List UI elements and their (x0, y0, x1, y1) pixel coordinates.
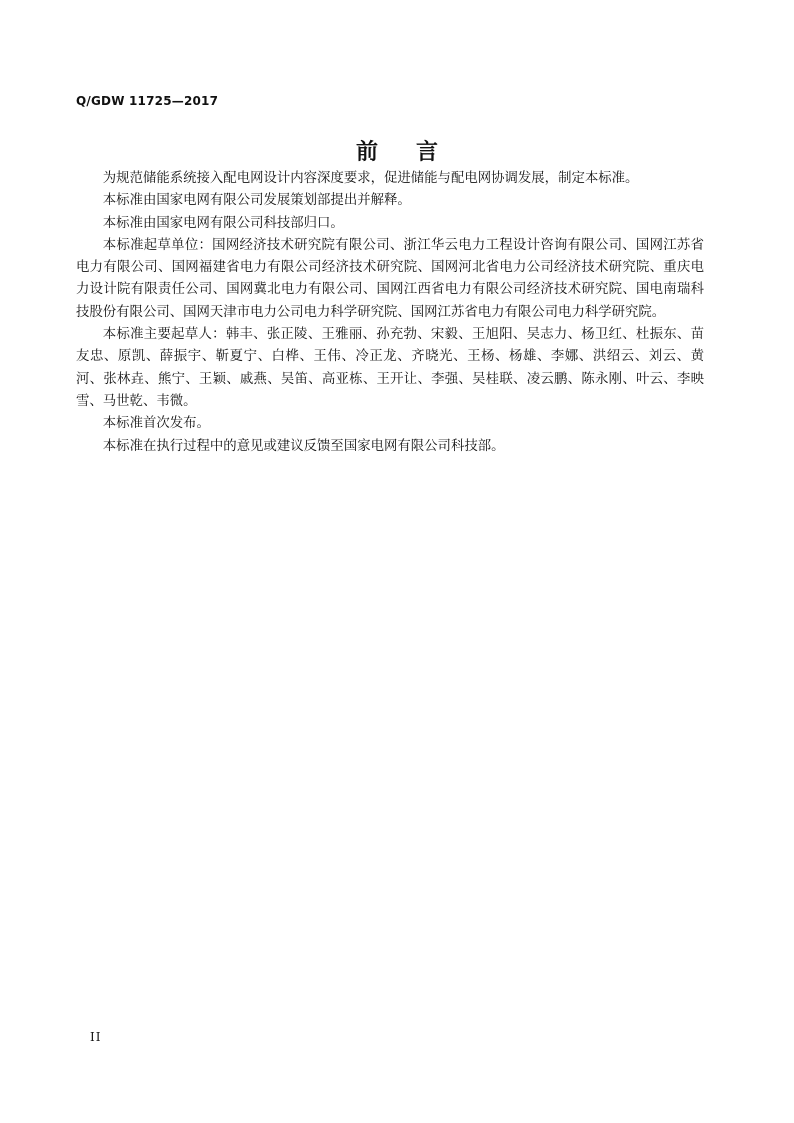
paragraph-drafting-units: 本标准起草单位：国网经济技术研究院有限公司、浙江华云电力工程设计咨询有限公司、国网江苏省电力有限公司、国网福建省电力有限公司经济技术研究院、国网河北省电力公司经济技术研究院、重庆电力设计院有限责任公司、国网冀北电力有限公司、国网江西省电力有限公司经济技术研究院、国电南瑞科技股份有限公司、国网天津市电力公司电力科学研究院、国网江苏省电力有限公司电力科学研究院。 (76, 237, 704, 320)
page-number: II (90, 1030, 102, 1044)
paragraph-purpose: 为规范储能系统接入配电网设计内容深度要求，促进储能与配电网协调发展，制定本标准。 (102, 171, 639, 186)
document-code: Q/GDW 11725—2017 (76, 94, 219, 108)
preface-body (76, 168, 704, 458)
paragraph-proposer: 本标准由国家电网有限公司发展策划部提出并解释。 (102, 193, 411, 209)
paragraph-first-release: 本标准首次发布。 (102, 416, 210, 432)
paragraph-drafters: 本标准主要起草人：韩丰、张正陵、王雅丽、孙充勃、宋毅、王旭阳、吴志力、杨卫红、杜振东、苗友忠、原凯、薛振宇、靳夏宁、白桦、王伟、冷正龙、齐晓光、王杨、杨雄、李娜、洪绍云、刘云、黄河、张林垚、熊宁、王颖、戚燕、吴笛、高亚栋、王开让、李强、吴桂联、凌云鹏、陈永刚、叶云、李映雪、马世乾、韦微。 (76, 327, 704, 409)
paragraph-administrator: 本标准由国家电网有限公司科技部归口。 (102, 215, 344, 231)
paragraph-feedback: 本标准在执行过程中的意见或建议反馈至国家电网有限公司科技部。 (102, 438, 505, 454)
section-title: 前言 (355, 140, 476, 165)
